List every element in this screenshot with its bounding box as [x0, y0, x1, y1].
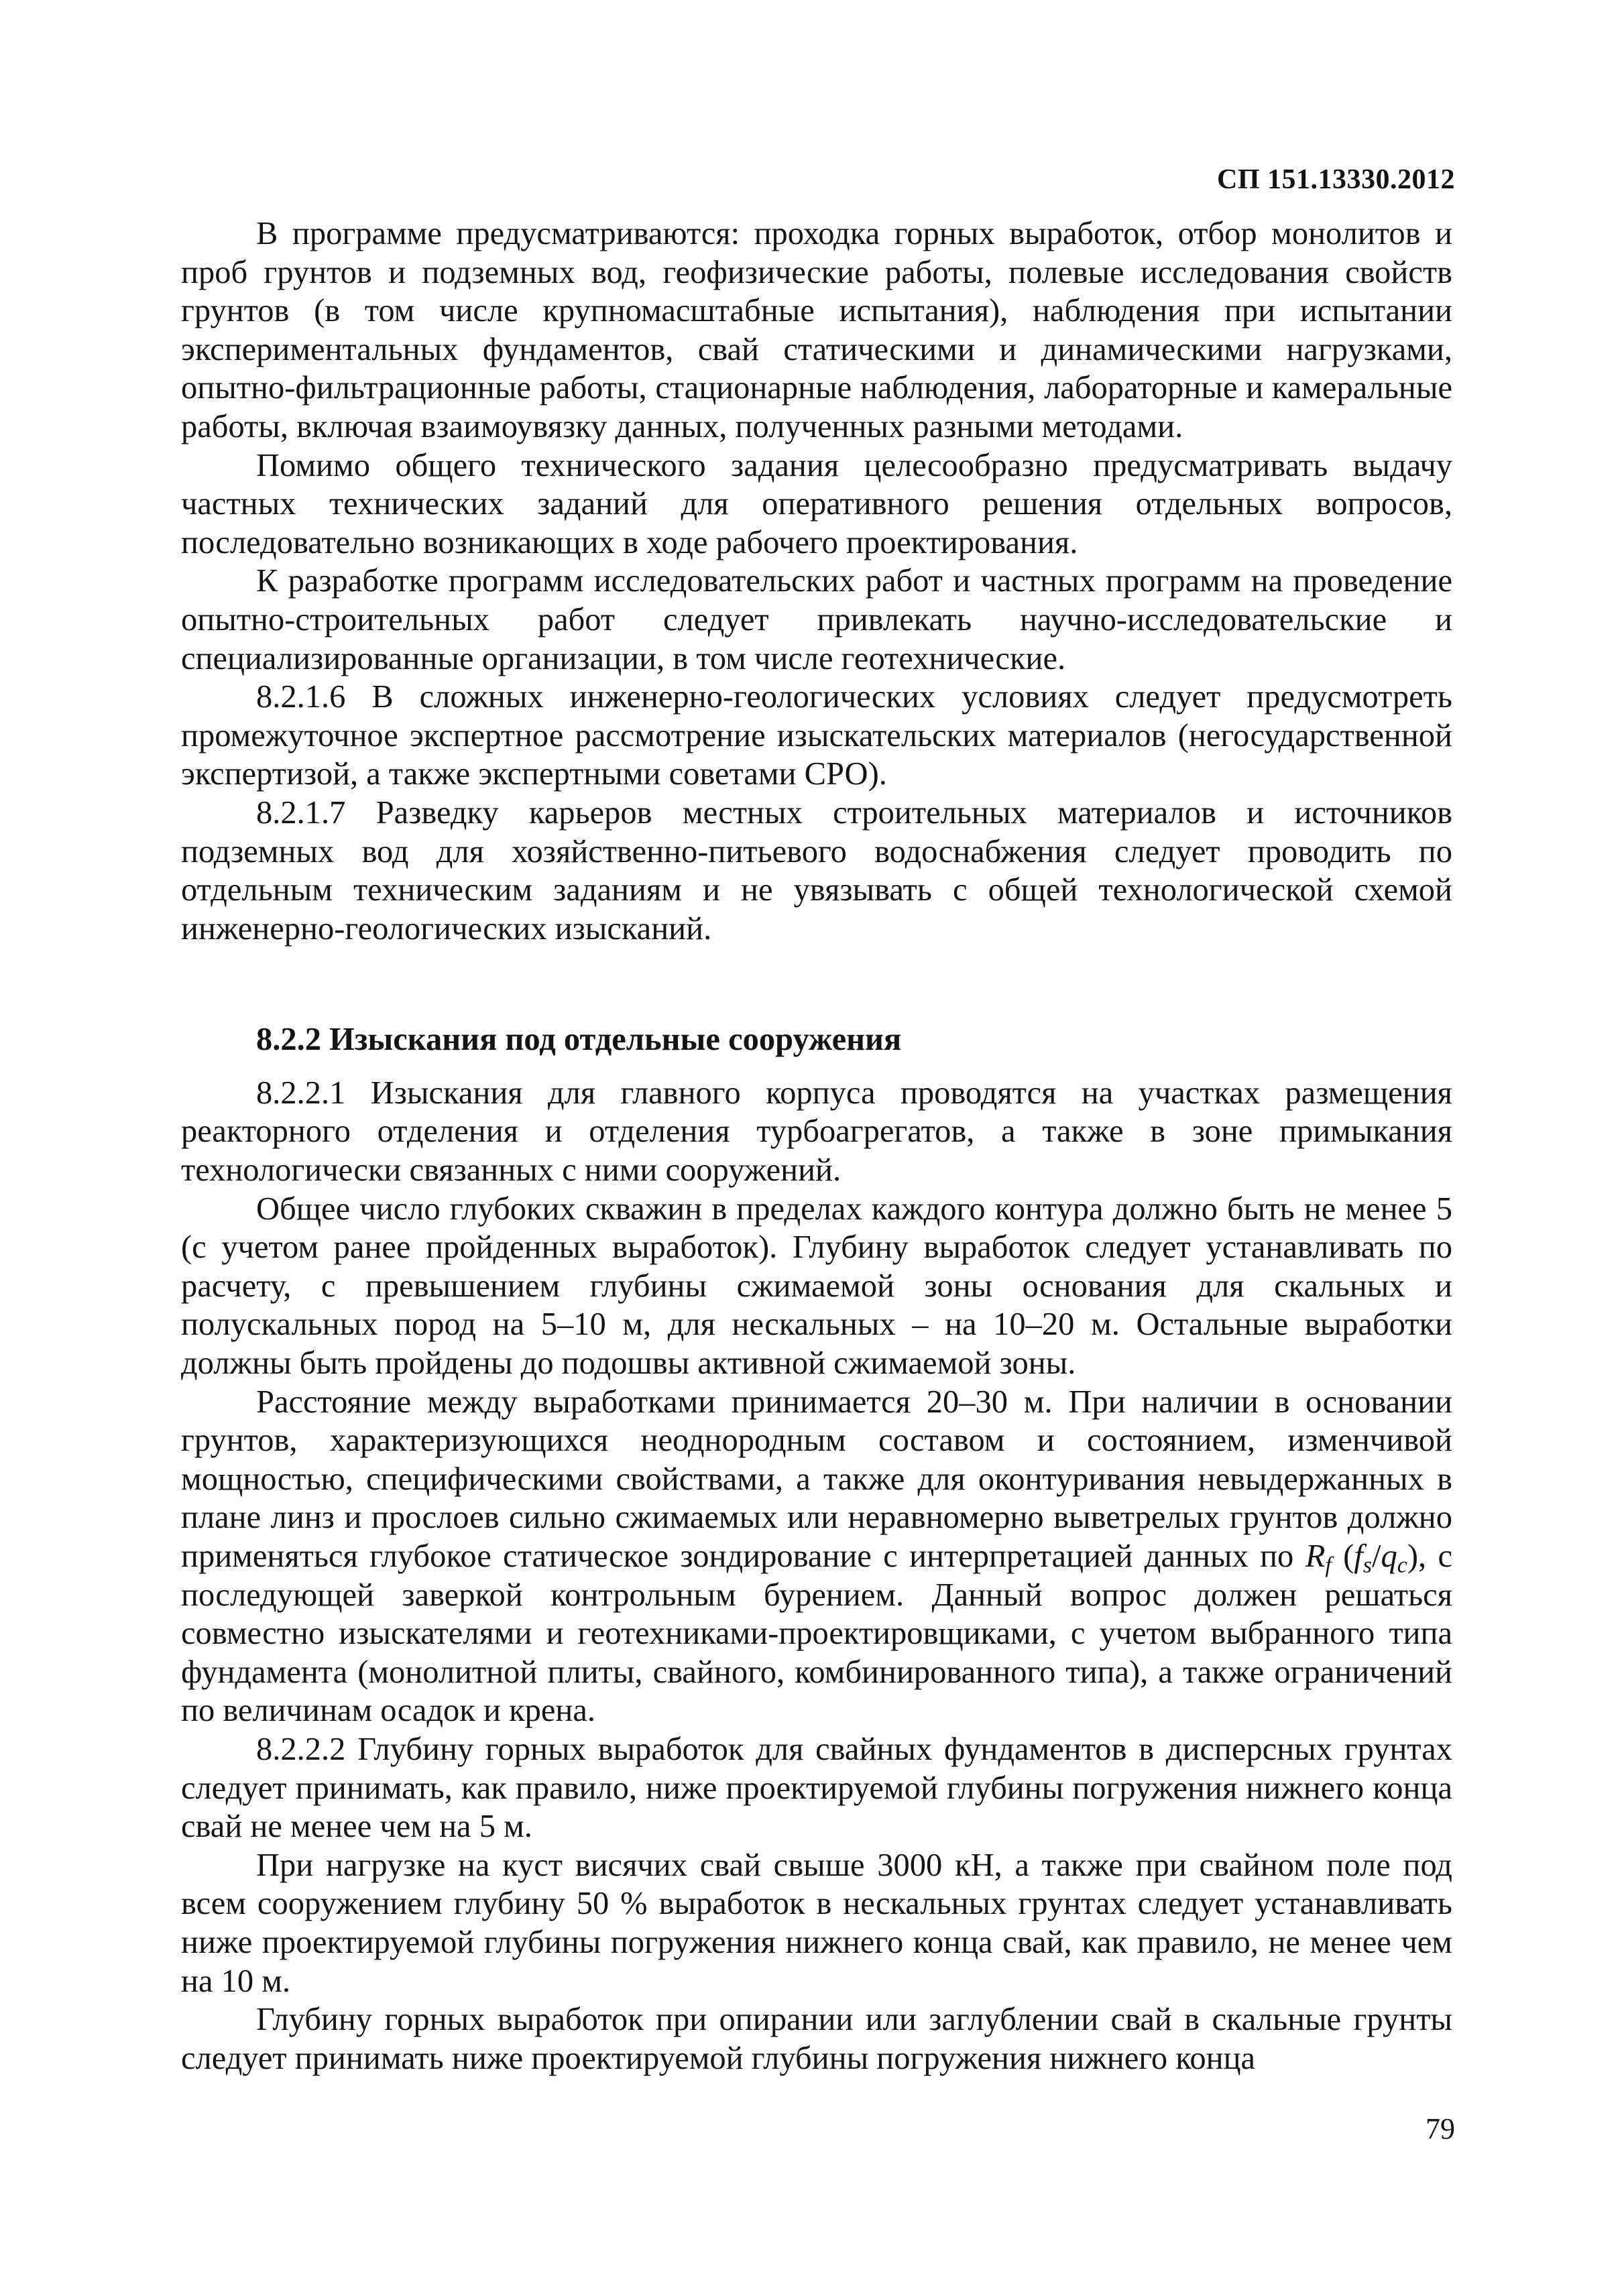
paragraph-8-2-2-1: 8.2.2.1 Изыскания для главного корпуса проводятся на участках размещения реакторного отделения и отделения турбоагрегатов, а также в зоне примыкания технологически связанных с ними сооружений. [181, 1075, 1452, 1189]
paragraph-8-2-2-2: 8.2.2.2 Глубину горных выработок для свайных фундаментов в дисперсных грунтах следует принимать, как правило, ниже проектируемой глубины погружения нижнего конца свай не менее чем на 5 м. [181, 1731, 1452, 1845]
paragraph-deep-boreholes: Общее число глубоких скважин в пределах каждого контура должно быть не менее 5 (с учетом ранее пройденных выработок). Глубину выработок следует устанавливать по расчету, с превышением глубины сжимаемой зоны основания для скальных и полускальных пород на 5–10 м, для нескальных – на 10–20 м. Остальные выработки должны быть пройдены до подошвы активной сжимаемой зоны. [181, 1191, 1452, 1382]
paragraph-8-2-1-6: 8.2.1.6 В сложных инженерно-геологических условиях следует предусмотреть промежуточное экспертное рассмотрение изыскательских материалов (негосударственной экспертизой, а также экспертными советами СРО). [181, 679, 1452, 792]
friction-ratio-formula: $R_f$ $(f_s/q_c)$ [1305, 1538, 1418, 1578]
paragraph-rock-soil-piles: Глубину горных выработок при опирании или заглублении свай в скальные грунты следует принимать ниже проектируемой глубины погружения нижнего конца [181, 2002, 1452, 2076]
page-body [181, 215, 1452, 2077]
paragraph-borehole-spacing [181, 1383, 1452, 1730]
paragraph-program-contents: В программе предусматриваются: проходка горных выработок, отбор монолитов и проб грунтов и подземных вод, геофизические работы, полевые исследования свойств грунтов (в том числе крупномасштабные испытания), наблюдения при испытании экспериментальных фундаментов, свай статическими и динамическими нагрузками, опытно-фильтрационные работы, стационарные наблюдения, лабораторные и камеральные работы, включая взаимоувязку данных, полученных разными методами. [181, 216, 1452, 444]
spacing-text-after-formula: , с последующей заверкой контрольным бурением. Данный вопрос должен решаться совместно изыскателями и геотехниками-проектировщиками, с учетом выбранного типа фундамента (монолитной плиты, свайного, комбинированного типа), а также ограничений по величинам осадок и крена. [181, 1538, 1452, 1729]
paragraph-pile-cluster-load: При нагрузке на куст висячих свай свыше 3000 кН, а также при свайном поле под всем сооружением глубину 50 % выработок в нескальных грунтах следует устанавливать ниже проектируемой глубины погружения нижнего конца свай, как правило, не менее чем на 10 м. [181, 1847, 1452, 1999]
spacing-text-before-formula: Расстояние между выработками принимается 20–30 м. При наличии в основании грунтов, характеризующихся неоднородным составом и состоянием, изменчивой мощностью, специфическими свойствами, а также для оконтуривания невыдержанных в плане линз и прослоев сильно сжимаемых или неравномерно выветрелых грунтов должно применяться глубокое статическое зондирование с интерпретацией данных по [181, 1384, 1452, 1574]
page-number: 79 [1426, 2112, 1455, 2145]
section-heading-8-2-2: 8.2.2 Изыскания под отдельные сооружения [256, 1022, 902, 1058]
paragraph-8-2-1-7: 8.2.1.7 Разведку карьеров местных строительных материалов и источников подземных вод для хозяйственно-питьевого водоснабжения следует проводить по отдельным техническим заданиям и не увязывать с общей технологической схемой инженерно-геологических изысканий. [181, 794, 1452, 947]
paragraph-technical-tasks: Помимо общего технического задания целесообразно предусматривать выдачу частных технических заданий для оперативного решения отдельных вопросов, последовательно возникающих в ходе рабочего проектирования. [181, 447, 1452, 560]
document-code-header: СП 151.13330.2012 [1217, 164, 1455, 195]
paragraph-research-organizations: К разработке программ исследовательских работ и частных программ на проведение опытно-строительных работ следует привлекать научно-исследовательские и специализированные организации, в том числе геотехнические. [181, 563, 1452, 676]
